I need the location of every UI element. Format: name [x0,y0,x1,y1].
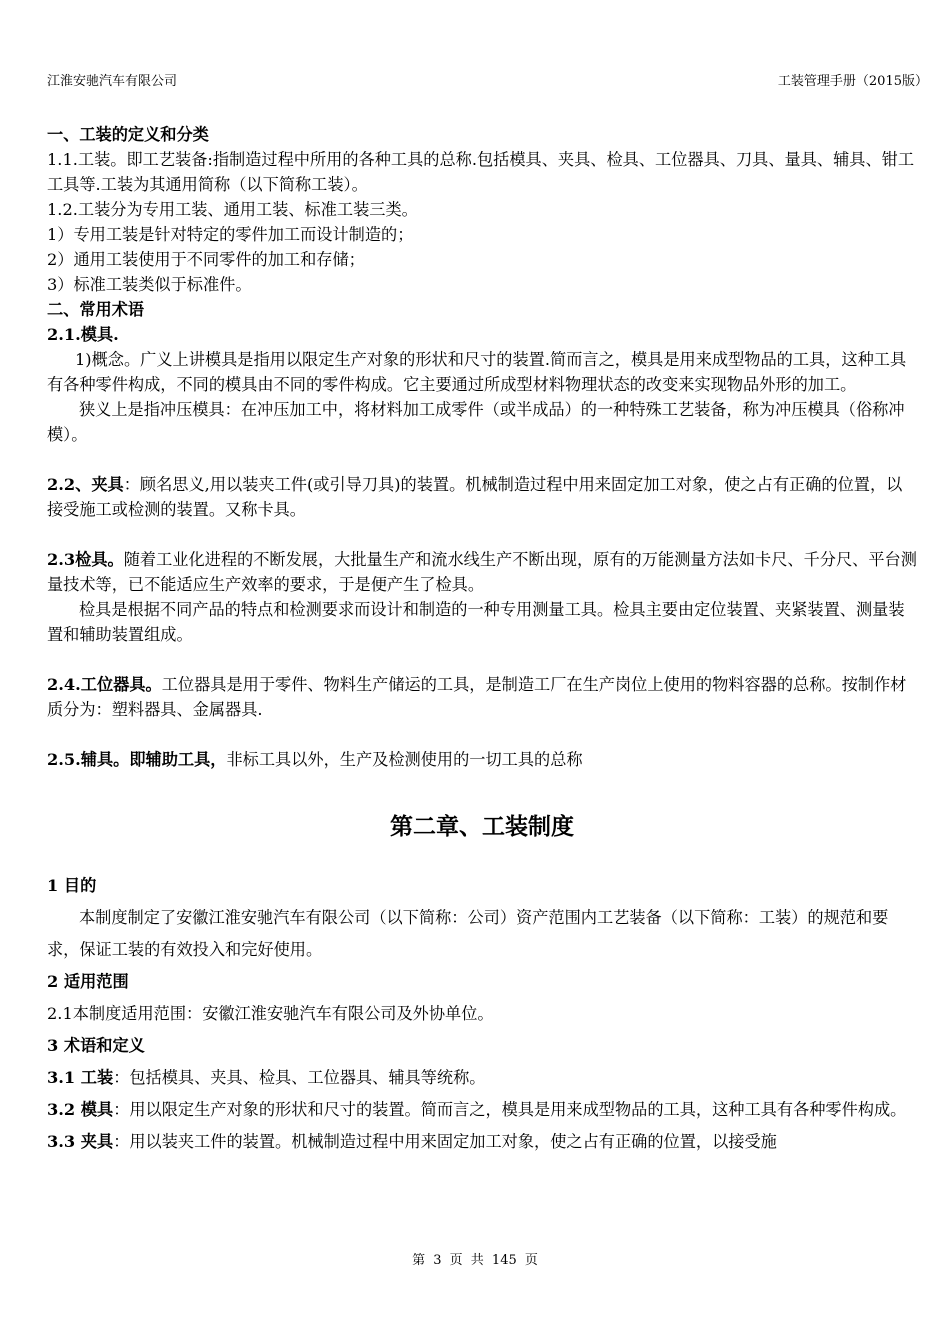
term-fixture-text: ：顾名思义,用以装夹工件(或引导刀具)的装置。机械制造过程中用来固定加工对象，使之占有正确的位置，以接受施工或检测的装置。又称卡具。 [47,475,903,519]
paragraph-2-1-concept: 1)概念。广义上讲模具是指用以限定生产对象的形状和尺寸的装置.简而言之，模具是用来成型物品的工具，这种工具有各种零件构成，不同的模具由不同的零件构成。它主要通过所成型材料物理状态的改变来实现物品外形的加工。 [47,350,907,394]
term-station-appliance-text: 工位器具是用于零件、物料生产储运的工具，是制造工厂在生产岗位上使用的物料容器的总称。按制作材质分为：塑料器具、金属器具. [47,675,907,719]
term-3-1-lead: 3.1 工装 [47,1068,114,1087]
section-heading-2: 二、常用术语 [47,300,145,319]
subsection-2-1-title: 2.1.模具. [47,325,119,344]
paragraph-1-2: 1.2.工装分为专用工装、通用工装、标准工装三类。 [47,200,418,219]
term-gauge-text: 随着工业化进程的不断发展，大批量生产和流水线生产不断出现，原有的万能测量方法如卡尺、千分尺、平台测量技术等，已不能适应生产效率的要求，于是便产生了检具。 [47,550,917,594]
paragraph-1-5: 3）标准工装类似于标准件。 [47,275,252,294]
section-heading-1: 一、工装的定义和分类 [47,125,209,144]
paragraph-2-4 [47,672,917,722]
terms-heading: 3 术语和定义 [47,1036,145,1055]
purpose-heading: 1 目的 [47,876,97,895]
paragraph-1-1: 1.1.工装。即工艺装备:指制造过程中所用的各种工具的总称.包括模具、夹具、检具、工位器具、刀具、量具、辅具、钳工工具等.工装为其通用简称（以下简称工装）。 [47,150,915,194]
term-station-appliance: 2.4.工位器具。 [47,675,162,694]
term-3-1-text: ：包括模具、夹具、检具、工位器具、辅具等统称。 [113,1068,486,1087]
term-3-2 [47,1094,917,1126]
document-body [47,122,917,1158]
paragraph-2-3 [47,547,917,597]
scope-heading: 2 适用范围 [47,972,129,991]
term-3-2-text: ：用以限定生产对象的形状和尺寸的装置。简而言之，模具是用来成型物品的工具，这种工具有各种零件构成。 [113,1100,907,1119]
paragraph-2-2 [47,472,917,522]
chapter-title: 第二章、工装制度 [390,813,574,840]
term-auxiliary-tool-text: 非标工具以外，生产及检测使用的一切工具的总称 [226,750,583,769]
header-company: 江淮安驰汽车有限公司 [47,74,178,89]
paragraph-1-4: 2）通用工装使用于不同零件的加工和存储； [47,250,365,269]
paragraph-2-5 [47,747,917,772]
header-manual-title: 工装管理手册（2015版） [777,74,928,89]
scope-text: 2.1本制度适用范围：安徽江淮安驰汽车有限公司及外协单位。 [47,1004,494,1023]
chapter-body [47,870,917,1158]
page-number: 第 3 页 共 145 页 [412,1253,538,1268]
term-3-1 [47,1062,917,1094]
term-3-3-text: ：用以装夹工件的装置。机械制造过程中用来固定加工对象，使之占有正确的位置，以接受施 [113,1132,777,1151]
term-gauge: 2.3检具。 [47,550,124,569]
term-fixture: 2.2、夹具 [47,475,124,494]
paragraph-2-3-detail: 检具是根据不同产品的特点和检测要求而设计和制造的一种专用测量工具。检具主要由定位装置、夹紧装置、测量装置和辅助装置组成。 [47,600,905,644]
term-auxiliary-tool: 2.5.辅具。即辅助工具， [47,750,227,769]
term-3-2-lead: 3.2 模具 [47,1100,114,1119]
paragraph-2-1-narrow: 狭义上是指冲压模具：在冲压加工中，将材料加工成零件（或半成品）的一种特殊工艺装备，称为冲压模具（俗称冲模）。 [47,400,905,444]
term-3-3-lead: 3.3 夹具 [47,1132,114,1151]
paragraph-1-3: 1）专用工装是针对特定的零件加工而设计制造的； [47,225,414,244]
term-3-3 [47,1126,917,1158]
purpose-text: 本制度制定了安徽江淮安驰汽车有限公司（以下简称：公司）资产范围内工艺装备（以下简称：工装）的规范和要求，保证工装的有效投入和完好使用。 [47,908,889,959]
